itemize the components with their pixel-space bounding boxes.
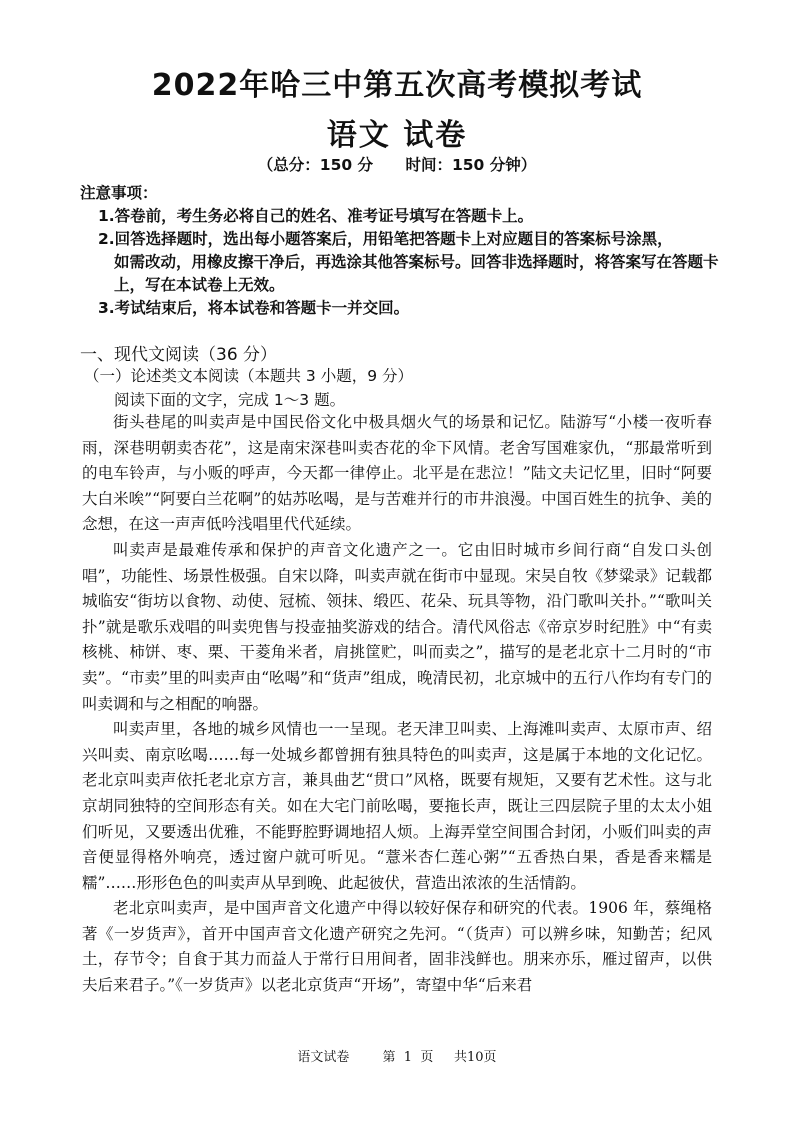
footer-subject: 语文试卷	[297, 1050, 350, 1065]
passage-paragraph-2: 叫卖声是最难传承和保护的声音文化遗产之一。它由旧时城市乡间行商“自发口头创唱”，功能性、场景性极强。自宋以降，叫卖声就在街市中显现。宋吴自牧《梦粱录》记载都城临安“街坊以食物、动使、冠梳、领抹、缎匹、花朵、玩具等物，沿门歌叫关扑。”“歌叫关扑”就是歌乐戏唱的叫卖兜售与投壶抽奖游戏的结合。清代风俗志《帝京岁时纪胜》中“有卖核桃、柿饼、枣、栗、干菱角米者，肩挑筐贮，叫而卖之”，描写的是老北京十二月时的“市卖”。“市卖”里的叫卖声由“吆喝”和“货声”组成，晚清民初，北京城中的五行八作均有专门的叫卖调和与之相配的响器。	[82, 540, 712, 713]
notice-item-3: 3.考试结束后，将本试卷和答题卡一并交回。	[98, 299, 410, 317]
total-score: （总分：150 分	[257, 156, 374, 174]
notice-item-2-continued	[80, 251, 730, 297]
section-heading: 一、现代文阅读（36 分）	[80, 345, 278, 365]
page-footer	[0, 1046, 794, 1065]
notice-block	[80, 182, 730, 320]
passage-paragraph-3: 叫卖声里，各地的城乡风情也一一呈现。老天津卫叫卖、上海滩叫卖声、太原市声、绍兴叫卖、南京吆喝……每一处城乡都曾拥有独具特色的叫卖声，这是属于本地的文化记忆。老北京叫卖声依托老北京方言，兼具曲艺“贯口”风格，既要有规矩，又要有艺术性。这与北京胡同独特的空间形态有关。如在大宅门前吆喝，要拖长声，既让三四层院子里的太太小姐们听见，又要透出优雅，不能野腔野调地招人烦。上海弄堂空间围合封闭，小贩们叫卖的声音便显得格外响亮，透过窗户就可听见。“薏米杏仁莲心粥”“五香热白果，香是香来糯是糯”……形形色色的叫卖声从早到晚、此起彼伏，营造出浓浓的生活情韵。	[82, 720, 712, 892]
exam-subject: 语文 试卷	[326, 118, 468, 153]
exam-meta	[0, 153, 794, 175]
passage-paragraph-1: 街头巷尾的叫卖声是中国民俗文化中极具烟火气的场景和记忆。陆游写“小楼一夜听春雨，深巷明朝卖杏花”，这是南宋深巷叫卖杏花的伞下风情。老舍写国难家仇，“那最常听到的电车铃声，与小贩的呼声，今天都一律停止。北平是在悲泣！”陆文夫记忆里，旧时“阿要大白米唉”“阿要白兰花啊”的姑苏吆喝，是与苦难并行的市井浪漫。中国百姓生的抗争、美的念想，在这一声声低吟浅唱里代代延续。	[82, 413, 712, 534]
notice-item-2: 2.回答选择题时，选出每小题答案后，用铅笔把答题卡上对应题目的答案标号涂黑，	[98, 230, 673, 248]
footer-page-suffix: 页	[420, 1050, 434, 1065]
footer-total-pages: 共10页	[454, 1050, 497, 1065]
subsection-heading: （一）论述类文本阅读（本题共 3 小题，9 分）	[84, 367, 414, 385]
passage-paragraph-4: 老北京叫卖声，是中国声音文化遗产中得以较好保存和研究的代表。1906 年，蔡绳格著《一岁货声》，首开中国声音文化遗产研究之先河。“（货声）可以辨乡味，知勤苦；纪风土，存节令；自食于其力而益人于常行日用间者，固非浅鲜也。朋来亦乐，雁过留声，以供夫后来君子。”《一岁货声》以老北京货声“开场”，寄望中华“后来君	[82, 899, 712, 995]
notice-item-1: 1.答卷前，考生务必将自己的姓名、准考证号填写在答题卡上。	[98, 207, 534, 225]
footer-page-number: 1	[403, 1050, 413, 1065]
reading-passage	[82, 410, 712, 999]
notice-title: 注意事项：	[80, 184, 158, 202]
exam-title: 2022年哈三中第五次高考模拟考试	[151, 68, 643, 103]
reading-instruction: 阅读下面的文字，完成 1～3 题。	[114, 391, 346, 409]
exam-duration: 时间：150 分钟）	[405, 156, 537, 174]
footer-page-prefix: 第	[382, 1050, 396, 1065]
notice-item-2-cont-text: 如需改动，用橡皮擦干净后，再选涂其他答案标号。回答非选择题时，将答案写在答题卡上，写在本试卷上无效。	[114, 253, 719, 294]
